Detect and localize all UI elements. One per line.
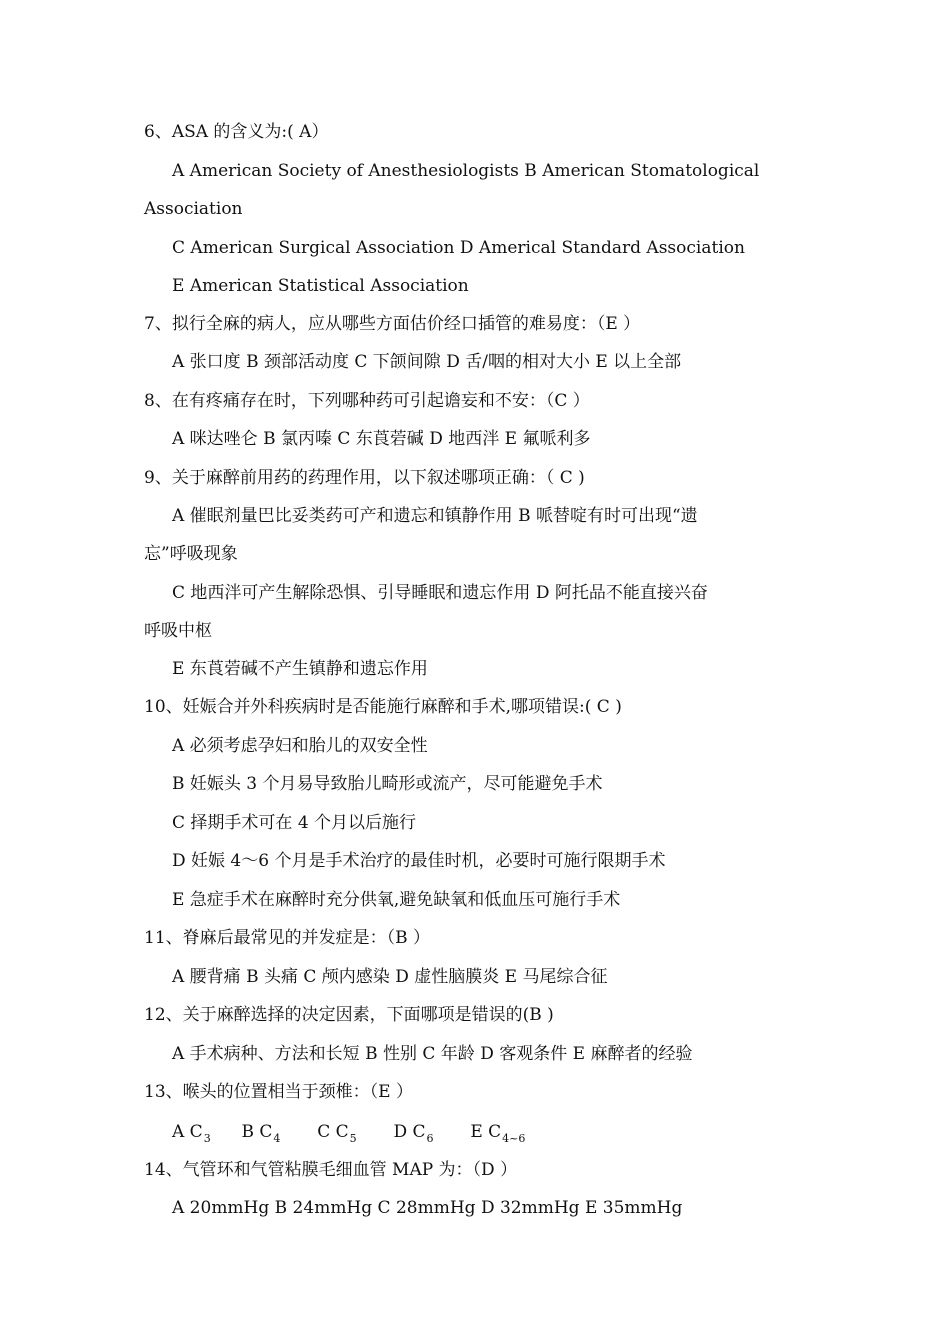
q7-stem: 7、拟行全麻的病人，应从哪些方面估价经口插管的难易度：（E ）: [144, 314, 641, 334]
q13-option-e: E $C_{4\sim 6}$: [470, 1122, 526, 1145]
q10-option-e: E 急症手术在麻醉时充分供氧,避免缺氧和低血压可施行手术: [172, 890, 621, 910]
q10-option-b: B 妊娠头 3 个月易导致胎儿畸形或流产，尽可能避免手术: [172, 774, 603, 794]
q13-option-c: C $C_5$: [317, 1122, 357, 1145]
q14-stem: 14、气管环和气管粘膜毛细血管 MAP 为：（D ）: [144, 1160, 518, 1180]
q9-stem: 9、关于麻醉前用药的药理作用，以下叙述哪项正确：（ C ): [144, 468, 585, 488]
q11-stem: 11、脊麻后最常见的并发症是：（B ）: [144, 928, 431, 948]
q7-options: A 张口度 B 颈部活动度 C 下颌间隙 D 舌/咽的相对大小 E 以上全部: [172, 352, 682, 372]
q13-option-a: A $C_3$: [172, 1122, 211, 1145]
q6-options-line2: C American Surgical Association D Americal Standard Association: [172, 238, 745, 258]
q13-option-d: D $C_6$: [393, 1122, 434, 1145]
q9-options-ab-cont: 忘”呼吸现象: [144, 544, 238, 564]
q9-options-cd-cont: 呼吸中枢: [144, 621, 212, 641]
q6-options-line1: A American Society of Anesthesiologists B American Stomatological: [172, 161, 760, 181]
q6-options-line1-cont: Association: [144, 199, 243, 219]
q13-stem: 13、喉头的位置相当于颈椎：（E ）: [144, 1082, 413, 1102]
q13-option-c-subscript: 5: [349, 1132, 357, 1145]
q10-option-d: D 妊娠 4～6 个月是手术治疗的最佳时机，必要时可施行限期手术: [172, 851, 666, 871]
q11-options: A 腰背痛 B 头痛 C 颅内感染 D 虚性脑膜炎 E 马尾综合征: [172, 967, 608, 987]
q6-stem: 6、ASA 的含义为:( A）: [144, 122, 329, 142]
q12-stem: 12、关于麻醉选择的决定因素，下面哪项是错误的(B ): [144, 1005, 554, 1025]
q10-option-c: C 择期手术可在 4 个月以后施行: [172, 813, 417, 833]
q8-stem: 8、在有疼痛存在时，下列哪种药可引起谵妄和不安：（C ）: [144, 391, 590, 411]
q10-stem: 10、妊娠合并外科疾病时是否能施行麻醉和手术,哪项错误:( C ): [144, 697, 622, 717]
q13-option-a-subscript: 3: [203, 1132, 211, 1145]
q6-options-line3: E American Statistical Association: [172, 276, 469, 296]
q14-options: A 20mmHg B 24mmHg C 28mmHg D 32mmHg E 35mmHg: [172, 1198, 683, 1218]
q13-options: [172, 1121, 525, 1150]
q9-option-e: E 东莨菪碱不产生镇静和遗忘作用: [172, 659, 428, 679]
q13-option-b-subscript: 4: [273, 1132, 281, 1145]
q8-options: A 咪达唑仑 B 氯丙嗪 C 东莨菪碱 D 地西泮 E 氟哌利多: [172, 429, 591, 449]
q10-option-a: A 必须考虑孕妇和胎儿的双安全性: [172, 736, 428, 756]
q9-options-cd: C 地西泮可产生解除恐惧、引导睡眠和遗忘作用 D 阿托品不能直接兴奋: [172, 583, 708, 603]
q12-options: A 手术病种、方法和长短 B 性别 C 年龄 D 客观条件 E 麻醉者的经验: [172, 1044, 693, 1064]
q13-option-d-subscript: 6: [426, 1132, 434, 1145]
q9-options-ab: A 催眠剂量巴比妥类药可产和遗忘和镇静作用 B 哌替啶有时可出现“遗: [172, 506, 698, 526]
q13-option-e-subscript: 4~6: [502, 1132, 526, 1145]
q13-option-b: B $C_4$: [241, 1122, 281, 1145]
